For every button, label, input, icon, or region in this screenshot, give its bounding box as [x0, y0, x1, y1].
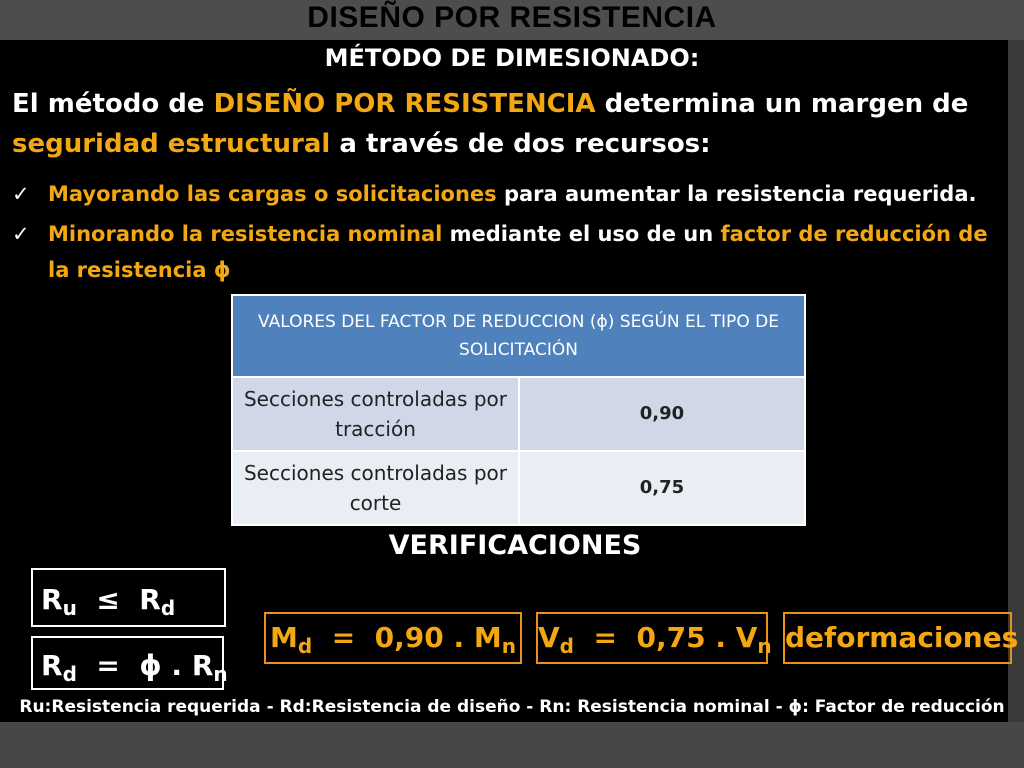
intro-highlight-seguridad: seguridad estructural — [12, 129, 331, 159]
subscript-n: n — [757, 634, 772, 658]
intro-paragraph — [12, 84, 1002, 164]
bullet-highlight: Mayorando las cargas o solicitaciones — [48, 182, 497, 206]
bullet-highlight: Minorando la resistencia nominal — [48, 222, 443, 246]
ru-le-rd-box — [31, 568, 226, 627]
table-cell-value: 0,90 — [519, 377, 805, 451]
checkmark-icon: ✓ — [12, 222, 30, 246]
subscript-d: d — [62, 662, 77, 686]
subscript-d: d — [160, 596, 176, 620]
table-cell-label: Secciones controladas por corte — [232, 451, 519, 525]
factor-value: 0,90 — [374, 621, 444, 654]
dot-symbol: . — [453, 621, 465, 654]
subscript-d: d — [559, 634, 574, 658]
intro-text-1: El método de — [12, 89, 214, 119]
rd-eq-box — [31, 636, 228, 690]
table-header: VALORES DEL FACTOR DE REDUCCION (ϕ) SEGÚN EL TIPO DE SOLICITACIÓN — [232, 295, 805, 377]
table-cell-value: 0,75 — [519, 451, 805, 525]
verificaciones-heading: VERIFICACIONES — [388, 530, 642, 561]
checkmark-icon: ✓ — [12, 182, 30, 206]
table-row — [232, 377, 805, 451]
r-letter: R — [139, 583, 161, 616]
m-letter: M — [473, 621, 502, 654]
bullet-plain: para aumentar la resistencia requerida. — [496, 182, 977, 206]
m-letter: M — [269, 621, 298, 654]
bullet-text — [48, 216, 1008, 288]
eq-symbol: = — [96, 649, 120, 682]
subscript-u: u — [62, 596, 77, 620]
bullet-text — [48, 176, 1008, 212]
eq-symbol: = — [593, 621, 617, 654]
bullet-plain: mediante el uso de un — [442, 222, 721, 246]
le-symbol: ≤ — [96, 583, 120, 616]
v-letter: V — [735, 621, 758, 654]
v-letter: V — [538, 621, 560, 654]
table-cell-label: Secciones controladas por tracción — [232, 377, 519, 451]
deformaciones-box: deformaciones — [783, 612, 1012, 664]
factor-value: 0,75 — [636, 621, 706, 654]
vd-formula-box — [536, 612, 772, 664]
table-row — [232, 451, 805, 525]
footer-legend: Ru:Resistencia requerida - Rd:Resistencia de diseño - Rn: Resistencia nominal - ϕ: Factor de reducción — [19, 697, 1005, 717]
eq-symbol: = — [331, 621, 356, 654]
md-formula-box — [264, 612, 522, 664]
slide-title: DISEÑO POR RESISTENCIA — [307, 1, 717, 34]
dot-symbol: . — [715, 621, 726, 654]
r-letter: R — [41, 649, 63, 682]
subscript-n: n — [213, 662, 228, 686]
r-letter: R — [191, 649, 214, 682]
subscript-d: d — [297, 634, 313, 658]
subscript-n: n — [501, 634, 517, 658]
intro-highlight-diseno: DISEÑO POR RESISTENCIA — [213, 89, 596, 119]
slide-subtitle: MÉTODO DE DIMESIONADO: — [324, 44, 700, 72]
intro-text-3: a través de dos recursos: — [330, 129, 711, 159]
table-header-row — [232, 295, 805, 377]
factor-table — [231, 294, 806, 526]
dot-symbol: . — [171, 649, 183, 682]
intro-text-2: determina un margen de — [595, 89, 969, 119]
r-letter: R — [41, 583, 63, 616]
phi-symbol: ϕ — [139, 649, 162, 682]
bottom-band — [0, 722, 1024, 768]
bullet-highlight-factor: factor de reducción de la resistencia ϕ — [48, 222, 988, 282]
